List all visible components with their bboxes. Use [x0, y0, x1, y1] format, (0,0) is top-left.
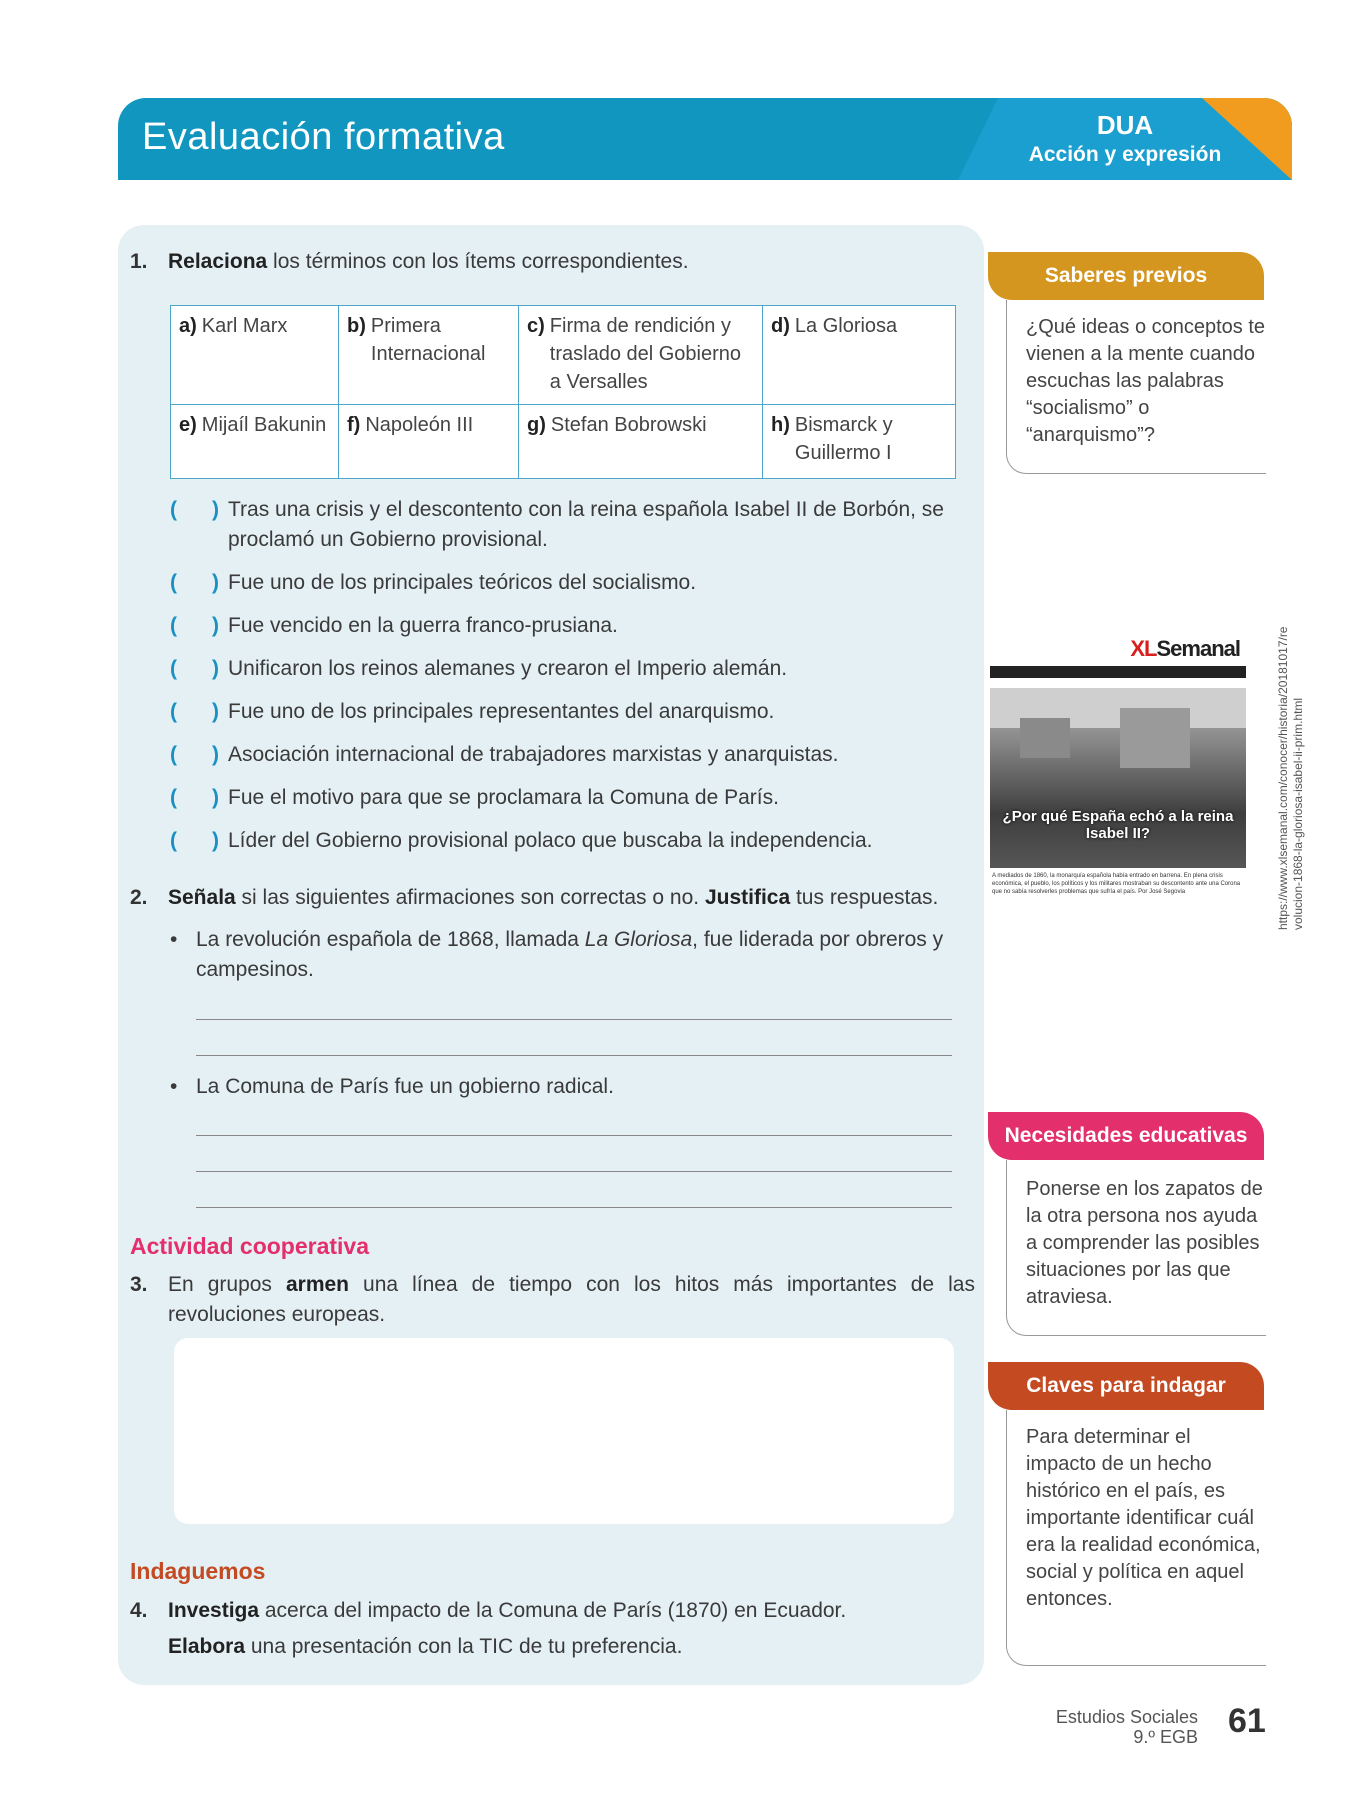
source-url[interactable]: https://www.xlsemanal.com/conocer/historia/20181017/revolucion-1868-la-gloriosa-isabel-ii-prim.html	[1276, 626, 1305, 930]
answer-line[interactable]	[196, 1171, 952, 1172]
term-cell: a) Karl Marx	[171, 306, 339, 405]
question-3: 3. En grupos armen una línea de tiempo con los hitos más importantes de las revoluciones europeas.	[130, 1273, 975, 1326]
answer-line[interactable]	[196, 1019, 952, 1020]
match-item[interactable]: ( ) Tras una crisis y el descontento con la reina española Isabel II de Borbón, se proclamó un Gobierno provisional.	[170, 495, 975, 555]
dua-label: DUA	[1096, 110, 1154, 140]
question-4: 4. Investiga acerca del impacto de la Comuna de París (1870) en Ecuador.	[130, 1599, 847, 1622]
cooperative-title: Actividad cooperativa	[130, 1233, 370, 1259]
terms-table	[170, 305, 956, 479]
answer-blank[interactable]: ( )	[170, 614, 219, 637]
question-4-line-2: Elabora una presentación con la TIC de tu preferencia.	[168, 1635, 683, 1658]
answer-blank[interactable]: ( )	[170, 657, 219, 680]
magazine-image[interactable]	[990, 632, 1246, 910]
question-1: 1. Relaciona los términos con los ítems correspondientes.	[130, 250, 689, 273]
saberes-previos-tab: Saberes previos	[988, 252, 1264, 300]
term-cell: d) La Gloriosa	[763, 306, 956, 405]
claves-para-indagar-text: Para determinar el impacto de un hecho histórico en el país, es importante identificar cuál era la realidad económica, social y política en aquel entonces.	[1026, 1426, 1261, 1610]
answer-blank[interactable]: ( )	[170, 571, 219, 594]
answer-line[interactable]	[196, 1207, 952, 1208]
magazine-headline: ¿Por qué España echó a la reina Isabel II?	[1002, 808, 1234, 842]
match-item[interactable]: ( ) Fue uno de los principales representantes del anarquismo.	[170, 697, 975, 727]
statement-1: • La revolución española de 1868, llamada La Gloriosa, fue liderada por obreros y campesinos.	[170, 928, 944, 981]
term-cell: g) Stefan Bobrowski	[519, 405, 763, 479]
necesidades-educativas-text: Ponerse en los zapatos de la otra persona nos ayuda a comprender las posibles situaciones por las que atraviesa.	[1026, 1178, 1263, 1308]
match-item[interactable]: ( ) Asociación internacional de trabajadores marxistas y anarquistas.	[170, 740, 975, 770]
match-item[interactable]: ( ) Fue uno de los principales teóricos del socialismo.	[170, 568, 975, 598]
magazine-logo: XLSemanal	[1130, 636, 1240, 661]
answer-blank[interactable]: ( )	[170, 743, 219, 766]
question-2: 2. Señala si las siguientes afirmaciones son correctas o no. Justifica tus respuestas.	[130, 886, 939, 909]
answer-blank[interactable]: ( )	[170, 786, 219, 809]
saberes-previos-text: ¿Qué ideas o conceptos te vienen a la mente cuando escuchas las palabras “socialismo” o “anarquismo”?	[1026, 316, 1266, 446]
match-item[interactable]: ( ) Fue el motivo para que se proclamara la Comuna de París.	[170, 783, 975, 813]
answer-blank[interactable]: ( )	[170, 498, 219, 521]
magazine-footnote: A mediados de 1860, la monarquía española había entrado en barrena. En plena crisis económica, el pueblo, los políticos y los militares mostraban su descontento ante una Corona que no sabía resolverles problemas que sufría el país. Por José Segovia	[992, 873, 1241, 895]
match-item[interactable]: ( ) Fue vencido en la guerra franco-prusiana.	[170, 611, 975, 641]
answer-line[interactable]	[196, 1135, 952, 1136]
answer-line[interactable]	[196, 1055, 952, 1056]
match-item[interactable]: ( ) Unificaron los reinos alemanes y crearon el Imperio alemán.	[170, 654, 975, 684]
term-cell: f) Napoleón III	[339, 405, 519, 479]
answer-blank[interactable]: ( )	[170, 829, 219, 852]
necesidades-educativas-tab: Necesidades educativas	[988, 1112, 1264, 1160]
term-cell: b) Primera Internacional	[339, 306, 519, 405]
page-title: Evaluación formativa	[142, 116, 505, 158]
page-number: 61	[1228, 1702, 1266, 1740]
statement-2: • La Comuna de París fue un gobierno radical.	[170, 1075, 614, 1098]
term-cell: e) Mijaíl Bakunin	[171, 405, 339, 479]
timeline-box[interactable]	[174, 1338, 954, 1524]
indaguemos-title: Indaguemos	[130, 1558, 266, 1584]
magazine-nav-bar	[990, 666, 1246, 678]
claves-para-indagar-tab: Claves para indagar	[988, 1362, 1264, 1410]
dua-subtitle: Acción y expresión	[1028, 143, 1222, 166]
historical-illustration	[990, 688, 1246, 868]
footer-subject: Estudios Sociales 9.º EGB	[1055, 1707, 1198, 1747]
term-cell: h) Bismarck y Guillermo I	[763, 405, 956, 479]
match-item[interactable]: ( ) Líder del Gobierno provisional polaco que buscaba la independencia.	[170, 826, 975, 856]
term-cell: c) Firma de rendición y traslado del Gobierno a Versalles	[519, 306, 763, 405]
answer-blank[interactable]: ( )	[170, 700, 219, 723]
